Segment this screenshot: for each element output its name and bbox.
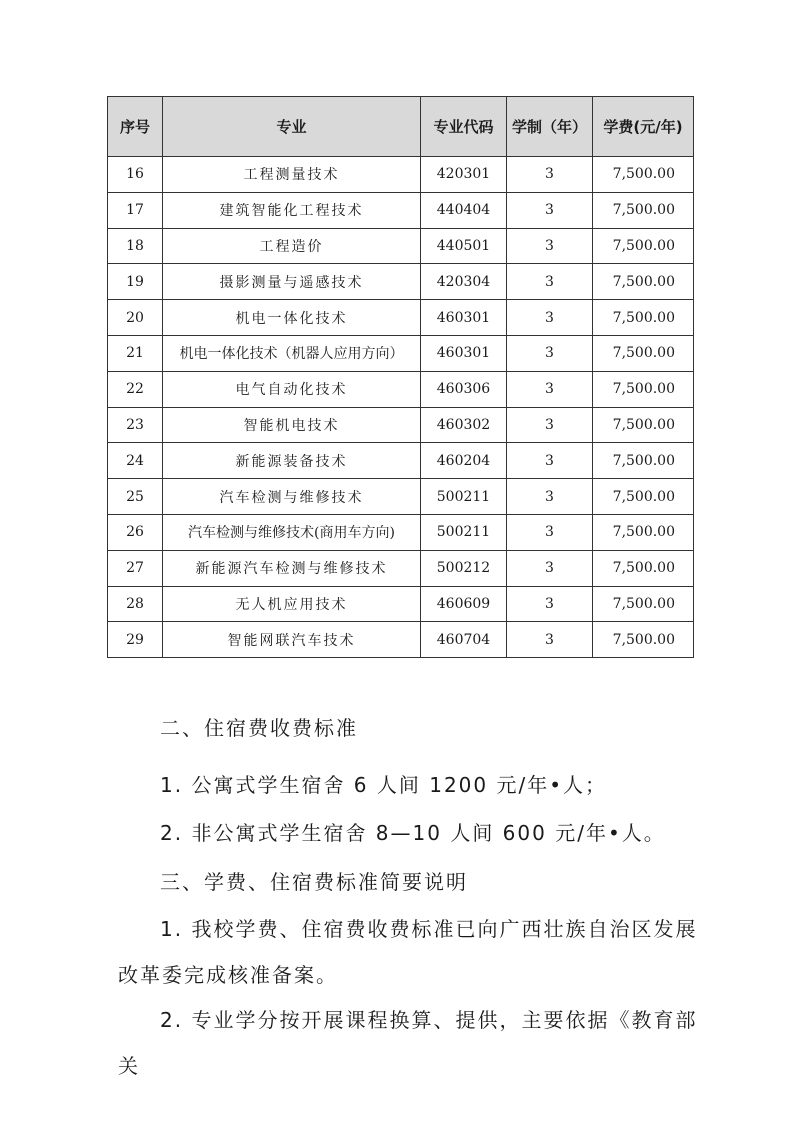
row-major: 工程测量技术 [163, 157, 421, 193]
table-row [108, 443, 694, 479]
table-row [108, 264, 694, 300]
table-row [108, 228, 694, 264]
row-seq: 19 [108, 264, 163, 300]
header-fee: 学费(元/年) [593, 97, 694, 157]
row-fee: 7,500.00 [593, 157, 694, 193]
section2-item1: 1. 公寓式学生宿舍 6 人间 1200 元/年•人； [160, 773, 608, 797]
row-fee: 7,500.00 [593, 371, 694, 407]
row-code: 460704 [421, 622, 507, 658]
row-seq: 18 [108, 228, 163, 264]
table-header-row [108, 97, 694, 157]
row-code: 440501 [421, 228, 507, 264]
row-length: 3 [507, 622, 593, 658]
row-fee: 7,500.00 [593, 514, 694, 550]
row-code: 460609 [421, 586, 507, 622]
table-row [108, 192, 694, 228]
row-code: 460301 [421, 335, 507, 371]
row-length: 3 [507, 407, 593, 443]
row-major: 机电一体化技术（机器人应用方向） [163, 335, 421, 371]
header-code: 专业代码 [421, 97, 507, 157]
row-length: 3 [507, 300, 593, 336]
table-row [108, 622, 694, 658]
row-length: 3 [507, 550, 593, 586]
row-major: 建筑智能化工程技术 [163, 192, 421, 228]
section3-item1: 1. 我校学费、住宿费收费标准已向广西壮族自治区发展改革委完成核准备案。 [118, 917, 698, 987]
row-major: 电气自动化技术 [163, 371, 421, 407]
row-major: 工程造价 [163, 228, 421, 264]
row-length: 3 [507, 371, 593, 407]
row-fee: 7,500.00 [593, 550, 694, 586]
table-row [108, 514, 694, 550]
row-major: 智能网联汽车技术 [163, 622, 421, 658]
section2-item2: 2. 非公寓式学生宿舍 8—10 人间 600 元/年•人。 [160, 821, 666, 845]
row-seq: 28 [108, 586, 163, 622]
row-fee: 7,500.00 [593, 407, 694, 443]
row-code: 500211 [421, 479, 507, 515]
row-length: 3 [507, 443, 593, 479]
row-code: 440404 [421, 192, 507, 228]
row-code: 460204 [421, 443, 507, 479]
row-major: 智能机电技术 [163, 407, 421, 443]
row-length: 3 [507, 228, 593, 264]
row-major: 新能源装备技术 [163, 443, 421, 479]
row-length: 3 [507, 586, 593, 622]
row-code: 460306 [421, 371, 507, 407]
section3-heading: 三、学费、住宿费标准简要说明 [160, 870, 468, 894]
table-row [108, 407, 694, 443]
section3-item2: 2. 专业学分按开展课程换算、提供，主要依据《教育部关 [118, 1008, 698, 1078]
row-seq: 16 [108, 157, 163, 193]
table-row [108, 550, 694, 586]
row-major: 汽车检测与维修技术(商用车方向) [163, 514, 421, 550]
row-code: 500211 [421, 514, 507, 550]
header-seq: 序号 [108, 97, 163, 157]
row-seq: 17 [108, 192, 163, 228]
row-code: 420301 [421, 157, 507, 193]
row-major: 无人机应用技术 [163, 586, 421, 622]
row-length: 3 [507, 335, 593, 371]
row-fee: 7,500.00 [593, 443, 694, 479]
row-code: 460301 [421, 300, 507, 336]
header-length: 学制（年） [507, 97, 593, 157]
table-row [108, 586, 694, 622]
table-row [108, 335, 694, 371]
row-seq: 22 [108, 371, 163, 407]
row-major: 机电一体化技术 [163, 300, 421, 336]
row-fee: 7,500.00 [593, 586, 694, 622]
header-major: 专业 [163, 97, 421, 157]
row-fee: 7,500.00 [593, 622, 694, 658]
row-fee: 7,500.00 [593, 300, 694, 336]
table-row [108, 157, 694, 193]
row-seq: 21 [108, 335, 163, 371]
row-seq: 29 [108, 622, 163, 658]
row-fee: 7,500.00 [593, 335, 694, 371]
row-seq: 27 [108, 550, 163, 586]
row-fee: 7,500.00 [593, 228, 694, 264]
row-length: 3 [507, 514, 593, 550]
row-major: 新能源汽车检测与维修技术 [163, 550, 421, 586]
row-major: 汽车检测与维修技术 [163, 479, 421, 515]
row-seq: 24 [108, 443, 163, 479]
row-seq: 20 [108, 300, 163, 336]
row-code: 500212 [421, 550, 507, 586]
row-major: 摄影测量与遥感技术 [163, 264, 421, 300]
row-seq: 26 [108, 514, 163, 550]
row-fee: 7,500.00 [593, 264, 694, 300]
row-fee: 7,500.00 [593, 479, 694, 515]
row-length: 3 [507, 192, 593, 228]
row-seq: 23 [108, 407, 163, 443]
row-length: 3 [507, 157, 593, 193]
table-row [108, 371, 694, 407]
row-fee: 7,500.00 [593, 192, 694, 228]
table-row [108, 300, 694, 336]
row-seq: 25 [108, 479, 163, 515]
table-row [108, 479, 694, 515]
section2-heading: 二、住宿费收费标准 [160, 716, 358, 740]
row-length: 3 [507, 264, 593, 300]
row-code: 460302 [421, 407, 507, 443]
tuition-table [107, 96, 694, 658]
row-code: 420304 [421, 264, 507, 300]
row-length: 3 [507, 479, 593, 515]
